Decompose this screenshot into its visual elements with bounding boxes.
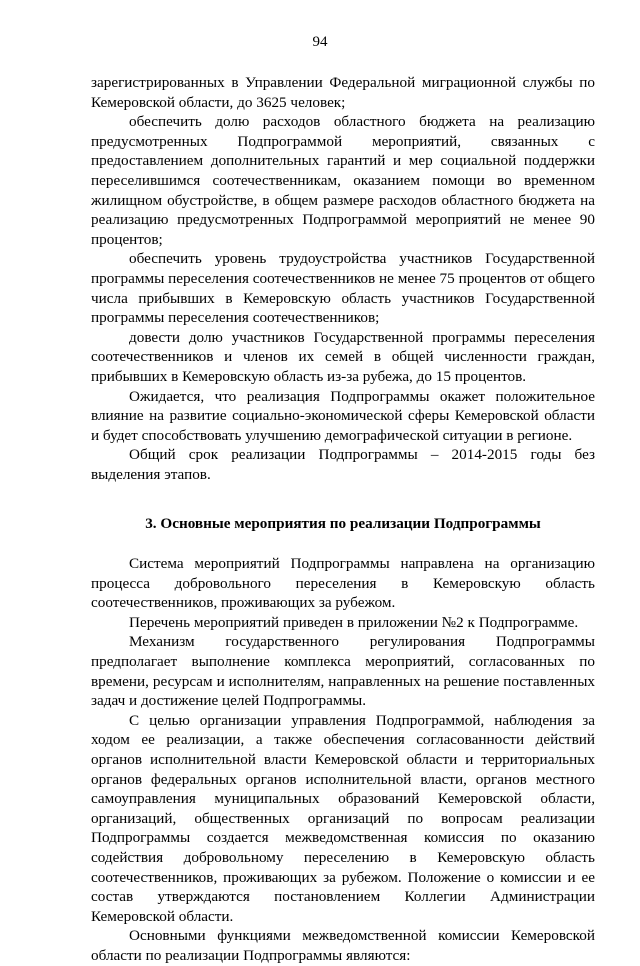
section-heading: 3. Основные мероприятия по реализации Подпрограммы: [145, 515, 541, 533]
paragraph: Перечень мероприятий приведен в приложении №2 к Подпрограмме.: [129, 613, 579, 631]
paragraph: Ожидается, что реализация Подпрограммы окажет положительное влияние на развитие социально-экономической сферы Кемеровской области и будет способствовать улучшению демографической ситуации в регионе.: [91, 387, 595, 444]
paragraph: Система мероприятий Подпрограммы направлена на организацию процесса добровольного переселения в Кемеровскую область соотечественников, проживающих за рубежом.: [91, 555, 595, 612]
paragraph: С целью организации управления Подпрограммой, наблюдения за ходом ее реализации, а также обеспечения согласованности действий органов исполнительной власти Кемеровской области и территориальных органов федеральных органов исполнительной власти, органов местного самоуправления муниципальных образований Кемеровской области, организаций, общественных организаций по вопросам реализации Подпрограммы создается межведомственная комиссия по оказанию содействия добровольному переселению в Кемеровскую область соотечественников, проживающих за рубежом. Положение о комиссии и ее состав утверждаются постановлением Коллегии Администрации Кемеровской области.: [91, 711, 595, 925]
page-number: 94: [312, 34, 328, 50]
paragraph: обеспечить уровень трудоустройства участников Государственной программы переселения соотечественников не менее 75 процентов от общего числа прибывших в Кемеровскую область участников Государственной программы переселения соотечественников;: [91, 250, 595, 327]
paragraph: зарегистрированных в Управлении Федеральной миграционной службы по Кемеровской области, до 3625 человек;: [91, 74, 595, 111]
document-body: [91, 73, 595, 966]
paragraph: довести долю участников Государственной программы переселения соотечественников и членов их семей в общей численности граждан, прибывших в Кемеровскую область из-за рубежа, до 15 процентов.: [91, 328, 595, 385]
paragraph: обеспечить долю расходов областного бюджета на реализацию предусмотренных Подпрограммой мероприятий, связанных с предоставлением дополнительных гарантий и мер социальной поддержки переселившимся соотечественникам, оказанием помощи во временном жилищном обустройстве, в общем размере расходов областного бюджета на реализацию предусмотренных Подпрограммой мероприятий не менее 90 процентов;: [91, 113, 595, 248]
paragraph: Механизм государственного регулирования Подпрограммы предполагает выполнение комплекса мероприятий, согласованных по времени, ресурсам и исполнителям, направленных на решение поставленных задач и достижение целей Подпрограммы.: [91, 633, 595, 710]
paragraph: Основными функциями межведомственной комиссии Кемеровской области по реализации Подпрограммы являются:: [91, 927, 595, 964]
paragraph: Общий срок реализации Подпрограммы – 2014-2015 годы без выделения этапов.: [91, 446, 595, 483]
